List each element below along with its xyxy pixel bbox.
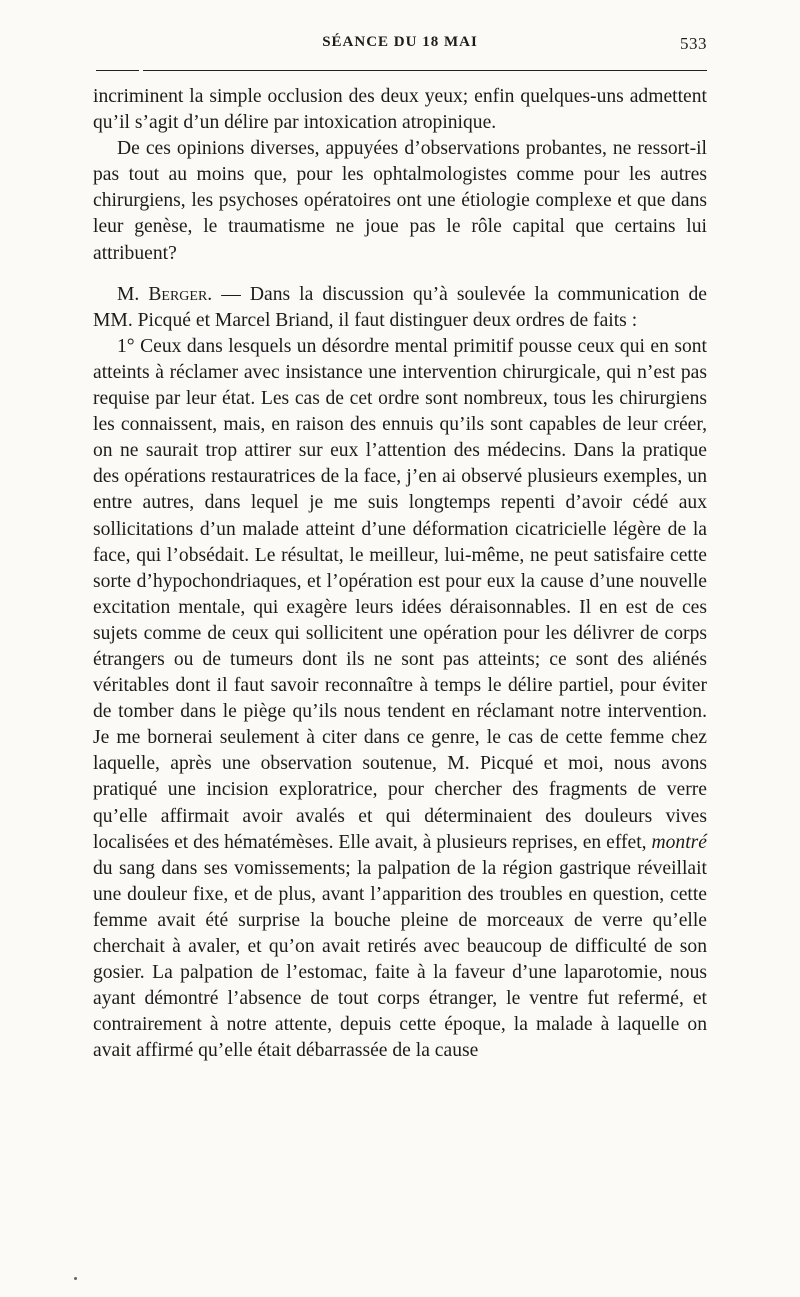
book-page (93, 30, 707, 1064)
header-rule (96, 70, 707, 71)
page-number: 533 (680, 34, 707, 53)
paragraph-4-end: du sang dans ses vomissements; la palpation de la région gastrique réveillait une douleur fixe, et de plus, avant l’apparition des troubles en question, cette femme avait été surprise la bouche pleine de morceaux de verre qu’elle cherchait à avaler, et qu’on avait retirés avec beaucoup de difficulté de son gosier. La palpation de l’estomac, faite à la faveur d’une laparotomie, nous ayant démontré l’absence de tout corps étranger, le ventre fut refermé, et contrairement à notre attente, depuis cette époque, la malade à laquelle on avait affirmé qu’elle était débarrassée de la cause (93, 857, 707, 1062)
speaker-name: M. Berger. (117, 283, 213, 305)
body-text (93, 84, 707, 1064)
paragraph-2: De ces opinions diverses, appuyées d’observations probantes, ne ressort-il pas tout au moins que, pour les ophtalmologistes comme pour les autres chirurgiens, les psychoses opératoires ont une étiologie complexe et que dans leur genèse, le traumatisme ne joue pas le rôle capital que certains lui attribuent? (93, 138, 707, 264)
italic-word: montré (651, 831, 707, 853)
margin-speck (74, 1277, 77, 1280)
paragraph-4-text: 1° Ceux dans lesquels un désordre mental primitif pousse ceux qui en sont atteints à réclamer avec insistance une intervention chirurgicale, qui n’est pas requise par leur état. Les cas de cet ordre sont nombreux, tous les chirurgiens les connaissent, mais, en raison des ennuis qu’ils sont capables de leur créer, on ne saurait trop attirer sur eux l’attention des médecins. Dans la pratique des opérations restauratrices de la face, j’en ai observé plusieurs exemples, un entre autres, dans lequel je me suis longtemps repenti d’avoir cédé aux sollicitations d’un malade atteint d’une déformation cicatricielle légère de la face, qui l’obsédait. Le résultat, le meilleur, lui-même, ne peut satisfaire cette sorte d’hypochondriaques, et l’opération est pour eux la cause d’une nouvelle excitation mentale, qui exagère leurs idées déraisonnables. Il en est de ces sujets comme de ceux qui sollicitent une opération pour les délivrer de corps étrangers ou de tumeurs dont ils ne sont pas atteints; ce sont des aliénés véritables dont il faut savoir reconnaître à temps le délire partiel, pour éviter de tomber dans le piège qu’ils nous tendent en réclamant notre intervention. Je me bornerai seulement à citer dans ce genre, le cas de cette femme chez laquelle, après une observation soutenue, M. Picqué et moi, nous avons pratiqué une incision exploratrice, pour chercher des fragments de verre qu’elle affirmait avoir avalés et qui déterminaient des douleurs vives localisées et des hématémèses. Elle avait, à plusieurs reprises, en effet, (93, 335, 707, 853)
running-title: SÉANCE DU 18 MAI (322, 34, 478, 50)
paragraph-4 (93, 334, 707, 1065)
paragraph-3 (93, 282, 707, 334)
paragraph-3-text: — Dans la discussion qu’à soulevée la communication de MM. Picqué et Marcel Briand, il faut distinguer deux ordres de faits : (93, 283, 708, 331)
paragraph-1: incriminent la simple occlusion des deux yeux; enfin quelques-uns admettent qu’il s’agit d’un délire par intoxication atropinique. (93, 86, 707, 134)
running-head (93, 30, 707, 62)
